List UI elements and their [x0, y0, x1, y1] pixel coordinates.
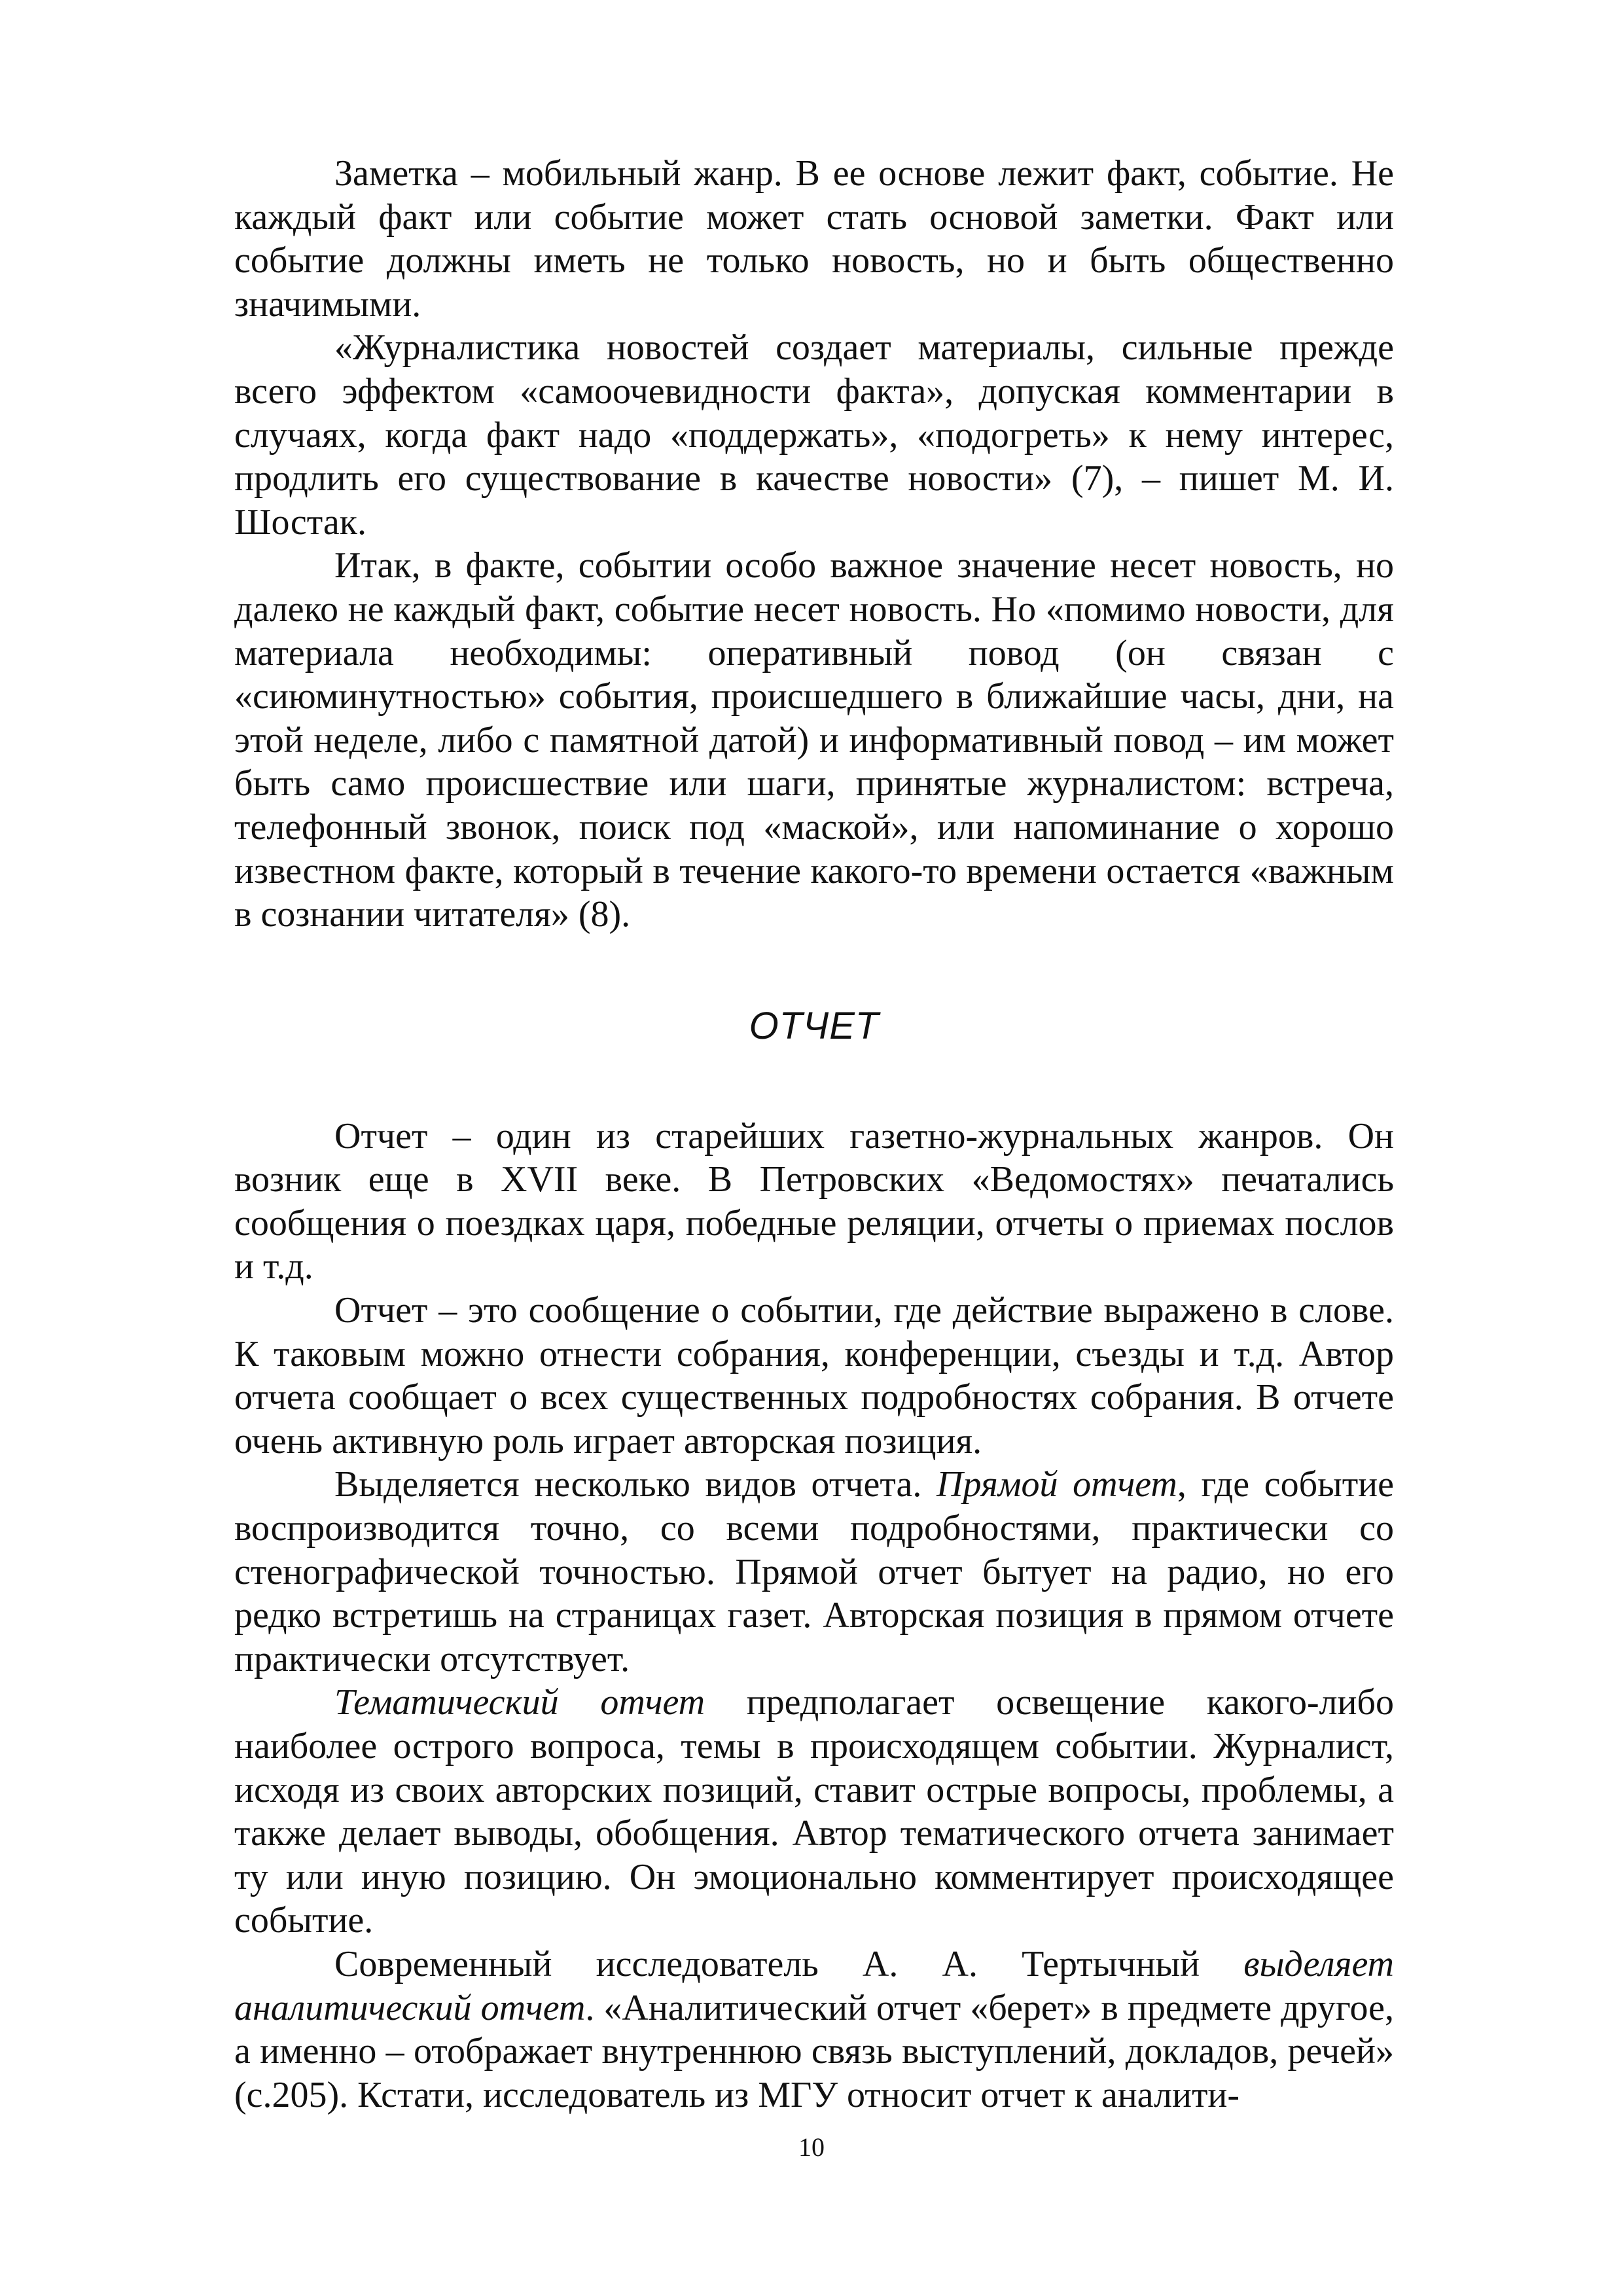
text-span: Выделяется несколько видов отчета. [334, 1464, 936, 1505]
paragraph-otchet-history: Отчет – один из старейших газетно-журнальных жанров. Он возник еще в XVII веке. В Петровских «Ведомостях» печатались сообщения о поездках царя, победные реляции, отчеты о приемах послов и т.д. [234, 1115, 1394, 1287]
emphasis-analytic-report: выделяет аналитический отчет [234, 1943, 1394, 2028]
text-span: Современный исследователь А. А. Тертычный [334, 1943, 1244, 1984]
page-number: 10 [798, 2132, 825, 2162]
paragraph-novost: Итак, в факте, событии особо важное значение несет новость, но далеко не каждый факт, событие несет новость. Но «помимо новости, для материала необходимы: оперативный повод (он связан с «сиюминутностью» события, происшедшего в ближайшие часы, дни, на этой неделе, либо с памятной датой) и информативный повод – им может быть само происшествие или шаги, принятые журналистом: встреча, телефонный звонок, поиск под «маской», или напоминание о хорошо известном факте, который в течение какого-то времени остается «важным в сознании читателя» (8). [234, 545, 1394, 935]
text-span: предполагает освещение какого-либо наиболее острого вопроса, темы в происходящем событии. Журналист, исходя из своих авторских позиций, ставит острые вопросы, проблемы, а также делает выводы, обобщения. Автор тематического отчета занимает ту или иную позицию. Он эмоционально комментирует происходящее событие. [234, 1682, 1394, 1941]
text-span: , где событие воспроизводится точно, со всеми подробностями, практически со стенографической точностью. Прямой отчет бытует на радио, но его редко встретишь на страницах газет. Авторская позиция в прямом отчете практически отсутствует. [234, 1464, 1394, 1679]
text-span: . «Аналитический отчет «берет» в предмете другое, а именно – отображает внутреннюю связь выступлений, докладов, речей» (с.205). Кстати, исследователь из МГУ относит отчет к аналити- [234, 1987, 1394, 2115]
emphasis-thematic-report: Тематический отчет [334, 1682, 705, 1723]
paragraph-analytic-report [234, 1943, 1394, 2117]
paragraph-zametka: Заметка – мобильный жанр. В ее основе лежит факт, событие. Не каждый факт или событие может стать основой заметки. Факт или событие должны иметь не только новость, но и быть общественно значимыми. [234, 153, 1394, 325]
section-title: ОТЧЕТ [749, 1004, 880, 1047]
paragraph-thematic-report [234, 1681, 1394, 1943]
paragraph-otchet-definition: Отчет – это сообщение о событии, где действие выражено в слове. К таковым можно отнести собрания, конференции, съезды и т.д. Автор отчета сообщает о всех существенных подробностях собрания. В отчете очень активную роль играет авторская позиция. [234, 1290, 1394, 1462]
page-body [234, 152, 1394, 2117]
paragraph-shostak-quote: «Журналистика новостей создает материалы, сильные прежде всего эффектом «самоочевидности факта», допуская комментарии в случаях, когда факт надо «поддержать», «подогреть» к нему интерес, продлить его существование в качестве новости» (7), – пишет М. И. Шостак. [234, 327, 1394, 543]
emphasis-direct-report: Прямой отчет [936, 1464, 1177, 1505]
paragraph-direct-report [234, 1463, 1394, 1681]
